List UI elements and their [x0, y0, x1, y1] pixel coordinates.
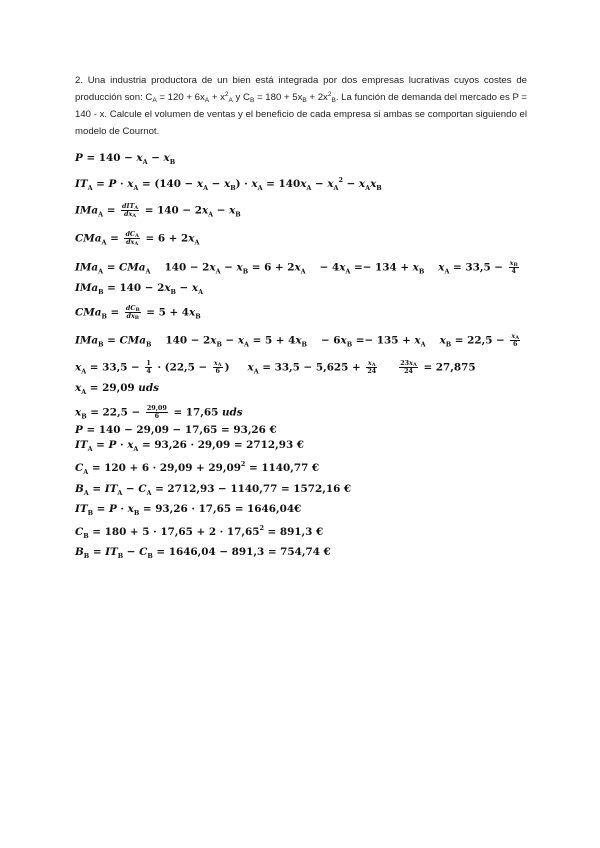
problem-text: y C [232, 92, 250, 103]
eq-subscript: B [418, 267, 425, 276]
eq-text: · (22,5 − [153, 361, 211, 374]
eq-subscript: A [146, 489, 152, 497]
fraction [121, 203, 139, 218]
eq-subscript: B [170, 288, 176, 296]
eq-text: ) [224, 361, 230, 374]
eq-symbol: x [224, 178, 231, 190]
eq-subscript: A [81, 388, 87, 396]
eq-subscript: A [412, 362, 417, 368]
eq-subscript: B [376, 184, 382, 192]
problem-text: + x [209, 92, 225, 103]
eq-symbol: x [75, 382, 82, 394]
eq-text: · [116, 503, 128, 515]
eq-superscript: 2 [338, 176, 343, 184]
eq-text: = [103, 204, 120, 217]
eq-subscript: A [365, 184, 371, 192]
eq-subscript: A [133, 445, 139, 453]
eq-symbol: P [108, 503, 117, 515]
eq-text: = 891,3 € [263, 526, 324, 538]
eq-text: = 93,26 · 29,09 = 2712,93 € [138, 439, 305, 451]
eq-symbol: x [210, 334, 217, 347]
fraction-numerator: 23 [400, 359, 410, 367]
equation-it-a-value [75, 438, 304, 452]
eq-subscript: B [513, 262, 518, 268]
eq-symbol: x [75, 361, 82, 374]
eq-subscript: A [420, 340, 426, 349]
eq-text: = [106, 232, 123, 245]
eq-text: − [311, 178, 328, 190]
eq-subscript: A [217, 362, 222, 368]
eq-subscript: A [515, 335, 520, 341]
eq-subscript: A [98, 210, 104, 219]
eq-text: = 33,5 − [86, 361, 144, 374]
eq-subscript: A [333, 184, 339, 192]
equation-reaction-a [75, 260, 521, 275]
eq-symbol: CMa [75, 306, 102, 319]
eq-symbol: x [339, 261, 346, 274]
fraction [146, 405, 168, 420]
eq-text: · [116, 178, 128, 190]
eq-symbol: C [138, 483, 147, 495]
subscript: B [331, 97, 336, 104]
eq-subscript: A [117, 489, 123, 497]
eq-subscript: A [306, 184, 312, 192]
fraction-denominator: 6 [513, 340, 518, 348]
eq-symbol: CMa [119, 261, 146, 274]
eq-text: = 1140,77 € [245, 462, 320, 474]
eq-text: − [208, 178, 224, 190]
eq-subscript: A [87, 184, 93, 192]
problem-text: . La función de demanda del mercado es P = 140 - x. Calcule el volumen de ventas y el beneficio de cada empresa si ambas se comportan siguiendo el modelo de Cournot. [75, 92, 527, 137]
eq-subscript: B [134, 315, 140, 321]
eq-subscript: B [346, 340, 353, 349]
subscript: B [249, 97, 255, 104]
eq-subscript: A [253, 367, 259, 376]
eq-text: = 27,875 [419, 361, 476, 374]
eq-subscript: A [87, 445, 93, 453]
eq-subscript: B [87, 509, 93, 517]
equation-it-a [75, 177, 382, 191]
eq-subscript: B [242, 267, 249, 276]
eq-text: =− 135 + [352, 334, 415, 347]
eq-symbol: IT [105, 546, 118, 558]
eq-subscript: A [345, 267, 351, 276]
eq-symbol: x [127, 503, 134, 515]
equation-xa-result [75, 381, 159, 395]
equation-substitution [75, 360, 476, 375]
fraction-numerator: 1 [146, 359, 151, 367]
eq-symbol: dx [126, 238, 135, 246]
eq-text: = 120 + 6 · 29,09 + 29,09 [88, 462, 241, 474]
eq-symbol: x [189, 306, 196, 319]
eq-subscript: A [198, 288, 204, 296]
eq-symbol: x [209, 261, 216, 274]
eq-subscript: A [83, 489, 89, 497]
eq-symbol: x [188, 232, 195, 245]
eq-subscript: B [101, 312, 107, 321]
eq-symbol: x [127, 439, 134, 451]
eq-subscript: A [257, 184, 263, 192]
eq-subscript: A [134, 205, 139, 211]
fraction [510, 333, 520, 348]
subscript: A [228, 97, 233, 104]
fraction [124, 231, 139, 246]
eq-symbol: x [196, 178, 204, 190]
eq-text: = 22,5 − [86, 406, 144, 419]
fraction-denominator: 6 [154, 412, 160, 420]
eq-text: = [93, 503, 109, 515]
equation-b-b-value [75, 545, 331, 559]
eq-subscript: A [244, 340, 249, 349]
eq-subscript: B [195, 312, 201, 321]
equation-ima-b [75, 281, 203, 295]
eq-subscript: A [145, 267, 151, 276]
eq-subscript: A [194, 238, 200, 247]
eq-subscript: A [83, 468, 89, 476]
eq-symbol: x [414, 334, 421, 347]
eq-unit: uds [138, 382, 159, 394]
problem-statement [75, 72, 527, 140]
eq-symbol: x [236, 261, 243, 274]
eq-symbol: IT [75, 178, 88, 190]
eq-symbol: x [191, 282, 199, 294]
eq-subscript: A [132, 213, 137, 219]
eq-subscript: B [117, 552, 124, 560]
eq-text: − [221, 334, 238, 347]
eq-subscript: A [98, 267, 104, 276]
eq-text: =− 134 + [350, 261, 413, 274]
eq-text: − 4 [319, 261, 340, 274]
problem-text: + 2x [306, 92, 328, 103]
superscript: 2 [327, 91, 332, 98]
eq-symbol: x [300, 178, 307, 190]
eq-subscript: A [300, 267, 306, 276]
eq-subscript: A [444, 267, 450, 276]
fraction-numerator: 29,09 [146, 404, 167, 412]
equation-b-a-value [75, 482, 351, 496]
equation-it-b-value [75, 502, 301, 516]
eq-text: 140 − 2 [165, 334, 211, 347]
eq-subscript: A [142, 158, 148, 166]
eq-symbol: P [75, 424, 83, 436]
eq-text: = [92, 439, 109, 451]
eq-text: = [92, 178, 109, 190]
eq-text: = 6 + 2 [141, 232, 189, 245]
fraction [145, 360, 151, 375]
eq-text: ) · [235, 178, 252, 190]
eq-symbol: dC [125, 304, 136, 312]
eq-subscript: A [134, 241, 139, 247]
fraction-denominator: 4 [146, 367, 151, 375]
eq-subscript: B [147, 552, 153, 560]
eq-superscript: 2 [259, 524, 264, 532]
eq-subscript: B [235, 210, 241, 219]
eq-text: = 17,65 [169, 406, 222, 419]
eq-text: = 2712,93 − 1140,77 = 1572,16 € [151, 483, 352, 495]
eq-text: − [342, 178, 359, 190]
eq-subscript: B [145, 340, 152, 349]
eq-subscript: A [101, 238, 107, 247]
eq-subscript: A [215, 267, 221, 276]
eq-text: 140 − 2 [164, 261, 210, 274]
eq-text: − 6 [320, 334, 341, 347]
eq-text: = 5 + 4 [142, 306, 190, 319]
eq-text: = 22,5 − [451, 334, 509, 347]
eq-subscript: B [216, 340, 222, 349]
problem-text: 2. Una industria productora de un bien está integrada por dos empresas lucrativas cuyos costes de producción son: C [75, 75, 527, 103]
eq-symbol: x [295, 334, 302, 347]
eq-text: = 5 + 4 [249, 334, 296, 347]
eq-symbol: x [340, 334, 347, 347]
eq-symbol: x [75, 406, 82, 419]
eq-symbol: IT [75, 439, 88, 451]
eq-text: = 140 − 2 [103, 282, 165, 294]
fraction [366, 360, 377, 375]
eq-subscript: B [98, 288, 104, 296]
eq-text: − [122, 483, 139, 495]
fraction-denominator: 4 [511, 267, 516, 275]
eq-unit: uds [221, 406, 243, 419]
problem-text: = 180 + 5x [254, 92, 303, 103]
eq-symbol: x [294, 261, 301, 274]
subscript: A [204, 97, 210, 104]
eq-symbol: x [237, 334, 245, 347]
eq-text: = 33,5 − [449, 261, 507, 274]
eq-subscript: A [135, 233, 139, 239]
eq-text: = 93,26 · 17,65 = 1646,04€ [139, 503, 302, 515]
equation-price [75, 423, 277, 437]
equation-ima-a [75, 203, 241, 218]
equation-cma-b [75, 305, 201, 320]
eq-symbol: x [251, 178, 258, 190]
eq-symbol: IT [75, 503, 88, 515]
eq-symbol: C [139, 546, 148, 558]
eq-symbol: IT [104, 483, 118, 495]
eq-text: = 140 − [82, 152, 137, 164]
eq-text: = [88, 483, 105, 495]
eq-text: = 140 [262, 178, 301, 190]
equation-reaction-b [75, 333, 522, 348]
eq-symbol: x [213, 359, 218, 367]
equation-demand [75, 151, 175, 165]
eq-symbol: IMa [75, 204, 99, 217]
eq-symbol: IMa [75, 334, 99, 347]
eq-subscript: A [371, 362, 376, 368]
equation-c-a-value [75, 461, 319, 475]
eq-text: = 140 − 29,09 − 17,65 = 93,26 € [82, 424, 277, 436]
superscript: 2 [224, 91, 229, 98]
eq-subscript: B [83, 532, 89, 540]
fraction-denominator: 24 [367, 367, 377, 375]
eq-text: − [175, 282, 192, 294]
eq-superscript: 2 [240, 460, 246, 468]
eq-subscript: B [230, 184, 236, 192]
eq-symbol: x [127, 178, 134, 190]
eq-text: = 33,5 − 5,625 + [258, 361, 365, 374]
subscript: A [152, 97, 157, 104]
eq-symbol: x [370, 178, 377, 190]
eq-symbol: x [511, 332, 516, 340]
eq-symbol: x [229, 204, 236, 217]
equation-cma-a [75, 231, 199, 246]
eq-subscript: A [203, 184, 209, 192]
eq-symbol: dx [126, 312, 135, 320]
eq-symbol: x [367, 359, 372, 367]
equation-c-b-value [75, 525, 323, 539]
eq-symbol: x [164, 282, 171, 294]
eq-symbol: dx [124, 210, 133, 218]
eq-symbol: P [108, 439, 117, 451]
eq-symbol: C [75, 462, 84, 474]
eq-subscript: A [81, 367, 87, 376]
eq-text: = 140 − 2 [141, 204, 202, 217]
eq-text: = [89, 546, 106, 558]
eq-symbol: x [358, 178, 366, 190]
eq-symbol: C [75, 526, 84, 538]
eq-text: = 1646,04 − 891,3 = 754,74 € [152, 546, 331, 558]
eq-symbol: x [409, 359, 413, 367]
eq-symbol: x [163, 152, 170, 164]
eq-text: − [220, 261, 237, 274]
eq-text: = [106, 306, 123, 319]
eq-symbol: x [201, 204, 209, 217]
eq-text: − [147, 152, 164, 164]
eq-subscript: B [169, 158, 176, 166]
eq-symbol: CMa [75, 232, 102, 245]
fraction [509, 260, 519, 275]
eq-symbol: B [75, 546, 84, 558]
eq-text: = 29,09 [86, 382, 139, 394]
problem-text: = 120 + 6x [156, 92, 205, 103]
eq-text: = [103, 334, 120, 347]
eq-subscript: A [208, 210, 214, 219]
eq-symbol: x [247, 361, 254, 374]
subscript: B [302, 97, 307, 104]
eq-symbol: x [439, 334, 446, 347]
fraction-denominator: 24 [404, 367, 413, 375]
eq-symbol: dIT [122, 202, 135, 210]
eq-subscript: B [133, 509, 140, 517]
eq-symbol: P [75, 152, 83, 164]
eq-subscript: B [135, 307, 140, 313]
eq-text: = 6 + 2 [248, 261, 295, 274]
eq-symbol: x [412, 261, 419, 274]
fraction [399, 360, 418, 375]
eq-symbol: IMa [75, 282, 99, 294]
equation-xb-result [75, 405, 243, 420]
eq-text: − [123, 546, 140, 558]
eq-subscript: B [81, 412, 87, 421]
eq-symbol: dC [125, 230, 135, 238]
eq-symbol: x [327, 178, 334, 190]
eq-symbol: x [509, 259, 514, 267]
eq-subscript: B [98, 340, 104, 349]
eq-text: − [213, 204, 230, 217]
eq-symbol: x [438, 261, 445, 274]
eq-text: · [116, 439, 128, 451]
eq-symbol: IMa [75, 261, 99, 274]
eq-subscript: B [83, 552, 90, 560]
eq-text: = [103, 261, 120, 274]
fraction [125, 305, 141, 320]
eq-subscript: B [445, 340, 452, 349]
eq-symbol: CMa [119, 334, 146, 347]
eq-symbol: P [108, 178, 117, 190]
fraction [213, 360, 223, 375]
fraction-denominator: 6 [215, 367, 220, 375]
eq-symbol: x [136, 152, 143, 164]
eq-symbol: B [75, 483, 84, 495]
eq-text: = 180 + 5 · 17,65 + 2 · 17,65 [88, 526, 260, 538]
eq-text: = (140 − [138, 178, 197, 190]
eq-subscript: A [133, 184, 139, 192]
eq-subscript: B [301, 340, 307, 349]
